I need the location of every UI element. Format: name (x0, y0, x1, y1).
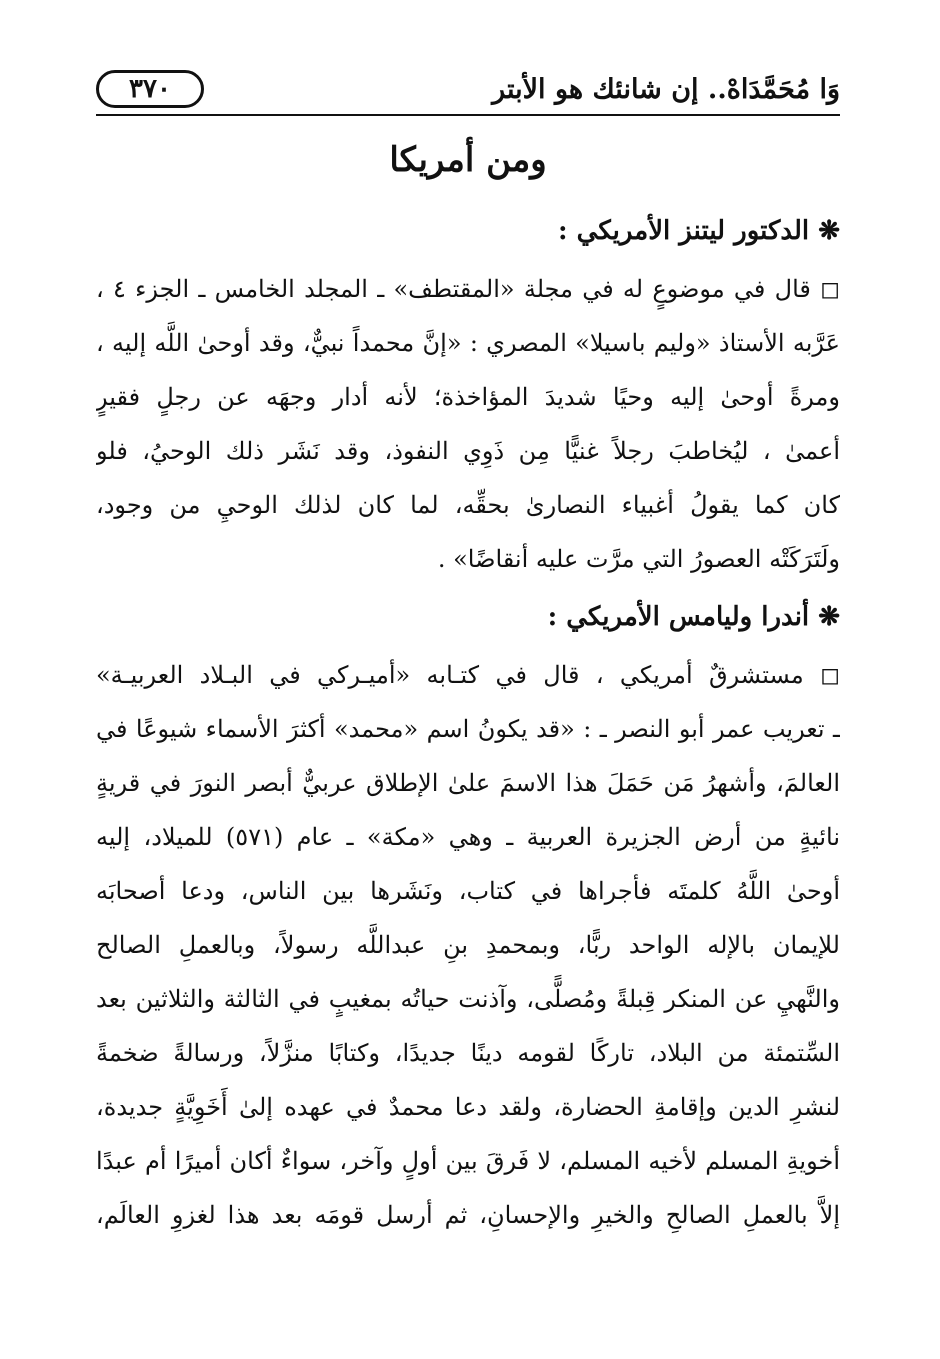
text-line: كان كما يقولُ أغبياء النصارىٰ بحقِّه، لما كان لذلك الوحيِ من وجود، (96, 491, 840, 519)
header-rule (96, 114, 840, 116)
page-number: ٣٧٠ (96, 70, 204, 108)
text-line: ومرةً أوحىٰ إليه وحيًا شديدَ المؤاخذة؛ لأنه أدار وجهَه عن رجلٍ فقيرٍ (96, 383, 840, 411)
text-line: نائيةٍ من أرض الجزيرة العربية ـ وهي «مكة» ـ عام (٥٧١) للميلاد، إليه (96, 823, 840, 851)
section-heading-williams: ❋ أندرا وليامس الأمريكي : (547, 602, 840, 632)
page-body (96, 200, 840, 1242)
text-line: ولَتَرَكَتْه العصورُ التي مرَّت عليه أنقاضًا» . (437, 545, 840, 573)
text-line: السِّتمئة من البلاد، تاركًا لقومه دينًا جديدًا، وكتابًا منزَّلاً، ورسالةً ضخمةً (96, 1039, 840, 1067)
text-line: أخويةِ المسلم لأخيه المسلم، لا فَرقَ بين أولٍ وآخر، سواءٌ أكان أميرًا أم عبدًا (96, 1147, 840, 1175)
section-heading-leitner: ❋ الدكتور ليتنز الأمريكي : (558, 216, 840, 246)
text-line: ◻ مستشرقٌ أمريكي ، قال في كتـابه «أميـركي في البـلاد العربيـة» (96, 661, 840, 689)
running-title: وَا مُحَمَّدَاهْ.. إن شانئك هو الأبتر (492, 74, 840, 105)
text-line: أوحىٰ اللَّهُ كلمتَه فأجراها في كتاب، ونَشَرها بين الناس، ودعا أصحابَه (96, 877, 840, 905)
text-line: ◻ قال في موضوعٍ له في مجلة «المقتطف» ـ المجلد الخامس ـ الجزء ٤ ، (96, 275, 840, 303)
text-line: عَرَّبه الأستاذ «وليم باسيلا» المصري : «إنَّ محمداً نبيٌّ، وقد أوحىٰ اللَّه إليه ، (96, 329, 840, 357)
text-line: والنَّهيِ عن المنكر قِبلةً ومُصلًّى، وآذنت حياتُه بمغيبٍ في الثالثة والثلاثين بعد (96, 985, 840, 1013)
text-line: إلاَّ بالعملِ الصالحِ والخيرِ والإحسانِ، ثم أرسل قومَه بعد هذا لغزوِ العالَم، (96, 1201, 840, 1229)
text-line: لنشرِ الدين وإقامةِ الحضارة، ولقد دعا محمدٌ في عهده إلىٰ أَخَوِيَّةٍ جديدة، (96, 1093, 840, 1121)
text-line: أعمىٰ ، ليُخاطبَ رجلاً غنيًّا مِن ذَوِي النفوذ، وقد نَشَر ذلك الوحيُ، فلو (96, 437, 840, 465)
section-title: ومن أمريكا (389, 140, 547, 180)
text-line: العالمَ، وأشهرُ مَن حَمَلَ هذا الاسمَ علىٰ الإطلاق عربيٌّ أبصر النورَ في قريةٍ (96, 769, 840, 797)
text-line: ـ تعريب عمر أبو النصر ـ : «قد يكونُ اسم «محمد» أكثرَ الأسماء شيوعًا في (96, 715, 840, 743)
page-header (96, 70, 840, 116)
text-line: للإيمان بالإله الواحد ربًّا، وبمحمدِ بنِ عبداللَّه رسولاً، وبالعملِ الصالح (96, 931, 840, 959)
